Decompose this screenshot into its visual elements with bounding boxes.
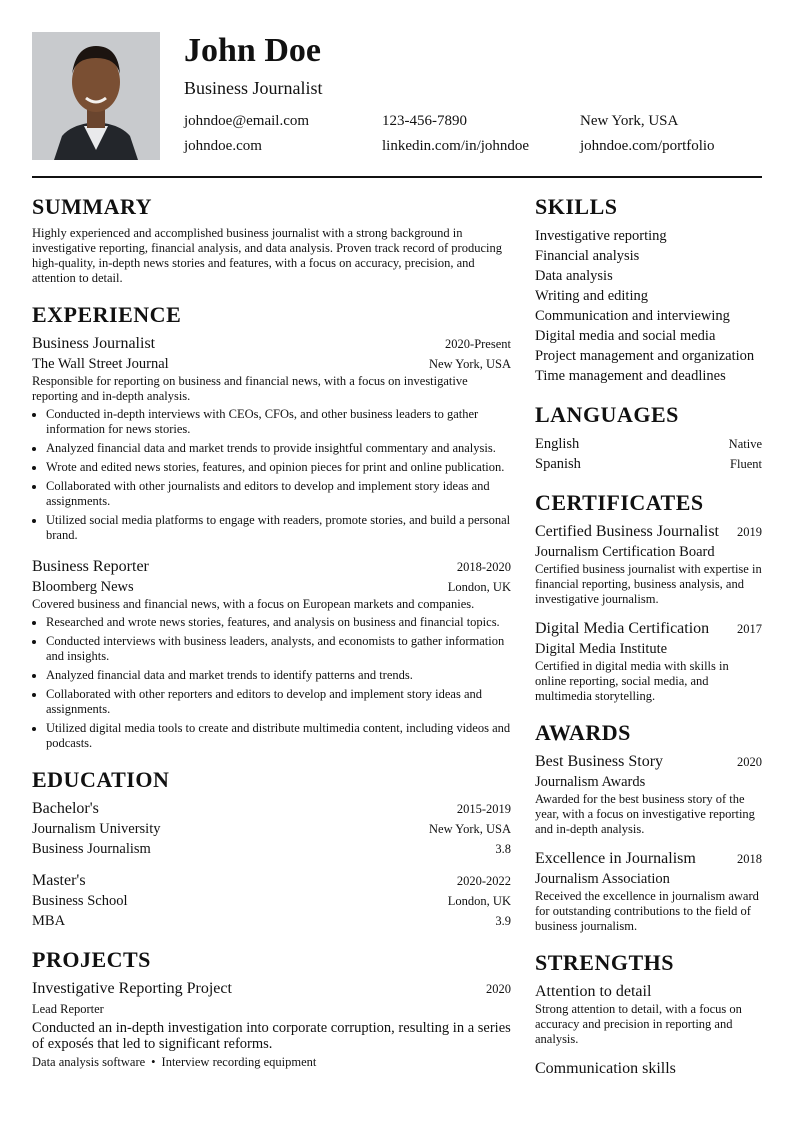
left-column <box>32 194 511 1086</box>
phone-number: 123-456-7890 <box>382 113 467 129</box>
award-year: 2020 <box>737 755 762 769</box>
certificate-year: 2019 <box>737 525 762 539</box>
languages-section <box>535 402 762 474</box>
skill-item: Communication and interviewing <box>535 308 730 324</box>
award-issuer: Journalism Awards <box>535 774 646 790</box>
field-of-study: MBA <box>32 913 66 929</box>
field-of-study: Business Journalism <box>32 841 151 857</box>
education-section <box>32 767 511 931</box>
strengths-section <box>535 950 762 1079</box>
school-location: London, UK <box>447 894 511 908</box>
portfolio-link[interactable]: johndoe.com/portfolio <box>580 138 715 154</box>
job-bullets <box>32 615 511 751</box>
job-location: New York, USA <box>429 357 511 371</box>
job-entry <box>32 334 511 543</box>
job-role: Business Journalist <box>32 335 156 352</box>
certificate-issuer: Journalism Certification Board <box>535 544 715 560</box>
section-heading: LANGUAGES <box>535 402 679 427</box>
award-year: 2018 <box>737 852 762 866</box>
section-heading: PROJECTS <box>32 947 151 972</box>
language-level: Fluent <box>730 457 762 471</box>
right-column <box>535 194 762 1095</box>
school: Journalism University <box>32 821 161 837</box>
job-bullets <box>32 407 511 543</box>
certificate-description: Certified in digital media with skills in online reporting, social media, and multimedia storytelling. <box>535 659 729 703</box>
projects-section <box>32 947 511 1070</box>
certificate-name: Digital Media Certification <box>535 620 710 637</box>
strength-name: Communication skills <box>535 1060 676 1077</box>
job-dates: 2020-Present <box>445 337 511 351</box>
section-heading: CERTIFICATES <box>535 490 704 515</box>
skill-item: Data analysis <box>535 268 613 284</box>
award-name: Excellence in Journalism <box>535 850 696 867</box>
certificate-description: Certified business journalist with expertise in financial reporting, business analysis, and investigative journalism. <box>535 562 762 606</box>
candidate-title: Business Journalist <box>184 78 323 98</box>
certificate-entry <box>535 619 762 704</box>
project-role: Lead Reporter <box>32 1002 104 1016</box>
job-entry <box>32 557 511 751</box>
language-item <box>535 434 762 454</box>
linkedin-link[interactable]: linkedin.com/in/johndoe <box>382 138 530 154</box>
job-bullet: • Utilized digital media tools to create and distribute multimedia content, including videos and podcasts. <box>46 721 511 751</box>
strength-entry <box>535 982 762 1047</box>
location: New York, USA <box>580 113 679 129</box>
language-item <box>535 454 762 474</box>
summary-section <box>32 194 511 286</box>
project-tools <box>32 1055 511 1070</box>
job-bullet: • Researched and wrote news stories, features, and analysis on business and financial topics. <box>46 615 511 630</box>
section-heading: EDUCATION <box>32 767 170 792</box>
award-name: Best Business Story <box>535 753 664 770</box>
section-heading: SKILLS <box>535 194 618 219</box>
job-bullet: • Analyzed financial data and market trends to provide insightful commentary and analysis. <box>46 441 511 456</box>
gpa: 3.9 <box>495 914 511 928</box>
strength-description: Strong attention to detail, with a focus on accuracy and precision in reporting and analysis. <box>535 1002 742 1046</box>
certificate-year: 2017 <box>737 622 762 636</box>
section-heading: EXPERIENCE <box>32 302 182 327</box>
school-location: New York, USA <box>429 822 511 836</box>
section-heading: AWARDS <box>535 720 631 745</box>
skill-item: Writing and editing <box>535 288 648 304</box>
award-issuer: Journalism Association <box>535 871 670 887</box>
strength-entry <box>535 1059 762 1079</box>
job-location: London, UK <box>447 580 511 594</box>
job-bullet: • Collaborated with other reporters and editors to develop and implement story ideas and assignments. <box>46 687 511 717</box>
job-bullet: • Collaborated with other journalists and editors to develop and implement story ideas and assignments. <box>46 479 511 509</box>
certificate-entry <box>535 522 762 607</box>
project-entry <box>32 979 511 1070</box>
project-year: 2020 <box>486 982 511 996</box>
section-heading: STRENGTHS <box>535 950 674 975</box>
person-portrait-icon <box>32 32 160 160</box>
certificate-name: Certified Business Journalist <box>535 523 719 540</box>
job-bullet: • Analyzed financial data and market trends to identify patterns and trends. <box>46 668 511 683</box>
education-entry <box>32 799 511 859</box>
skill-item: Financial analysis <box>535 248 640 264</box>
section-heading: SUMMARY <box>32 194 153 219</box>
skill-item: Project management and organization <box>535 348 755 364</box>
project-tool: Interview recording equipment <box>161 1055 317 1069</box>
education-dates: 2020-2022 <box>456 874 511 888</box>
project-name: Investigative Reporting Project <box>32 980 232 997</box>
education-entry <box>32 871 511 931</box>
website-link[interactable]: johndoe.com <box>184 138 262 154</box>
language-name: English <box>535 436 580 452</box>
degree: Master's <box>32 872 86 889</box>
summary-text: Highly experienced and accomplished business journalist with a strong background in investigative reporting, financial analysis, and data analysis. Proven track record of producing high-quality, in-depth news stories and features, with a focus on accuracy, precision, and attention to detail. <box>32 226 502 285</box>
skill-item: Digital media and social media <box>535 328 716 344</box>
job-company: Bloomberg News <box>32 579 134 595</box>
job-dates: 2018-2020 <box>456 560 511 574</box>
skill-item: Investigative reporting <box>535 228 667 244</box>
awards-section <box>535 720 762 934</box>
award-entry <box>535 752 762 837</box>
gpa: 3.8 <box>495 842 511 856</box>
job-bullet: • Conducted interviews with business leaders, analysts, and economists to gather information and insights. <box>46 634 511 664</box>
education-dates: 2015-2019 <box>456 802 511 816</box>
language-name: Spanish <box>535 456 581 472</box>
header-divider <box>32 176 762 178</box>
job-description: Responsible for reporting on business and financial news, with a focus on investigative reporting and in-depth analysis. <box>32 374 468 403</box>
profile-photo <box>32 32 160 160</box>
experience-section <box>32 302 511 751</box>
job-bullet: • Wrote and edited news stories, features, and opinion pieces for print and online publication. <box>46 460 511 475</box>
degree: Bachelor's <box>32 800 99 817</box>
skill-item: Time management and deadlines <box>535 368 726 384</box>
award-entry <box>535 849 762 934</box>
job-description: Covered business and financial news, with a focus on European markets and companies. <box>32 597 475 611</box>
award-description: Awarded for the best business story of the year, with a focus on investigative reporting and in-depth analysis. <box>535 792 755 836</box>
email-link[interactable]: johndoe@email.com <box>184 113 310 129</box>
certificate-issuer: Digital Media Institute <box>535 641 668 657</box>
job-company: The Wall Street Journal <box>32 356 169 372</box>
strength-name: Attention to detail <box>535 983 652 1000</box>
separator-dot: • <box>151 1055 156 1069</box>
candidate-name: John Doe <box>184 32 321 69</box>
resume-header <box>32 32 762 160</box>
project-tool: Data analysis software <box>32 1055 146 1069</box>
certificates-section <box>535 490 762 704</box>
skills-section <box>535 194 762 386</box>
job-bullet: • Conducted in-depth interviews with CEOs, CFOs, and other business leaders to gather information for news stories. <box>46 407 511 437</box>
award-description: Received the excellence in journalism award for outstanding contributions to the field of business journalism. <box>535 889 759 933</box>
job-bullet: • Utilized social media platforms to engage with readers, promote stories, and build a personal brand. <box>46 513 511 543</box>
language-level: Native <box>728 437 762 451</box>
school: Business School <box>32 893 128 909</box>
project-description: Conducted an in-depth investigation into corporate corruption, resulting in a series of exposés that led to significant reforms. <box>32 1020 511 1052</box>
job-role: Business Reporter <box>32 558 149 575</box>
